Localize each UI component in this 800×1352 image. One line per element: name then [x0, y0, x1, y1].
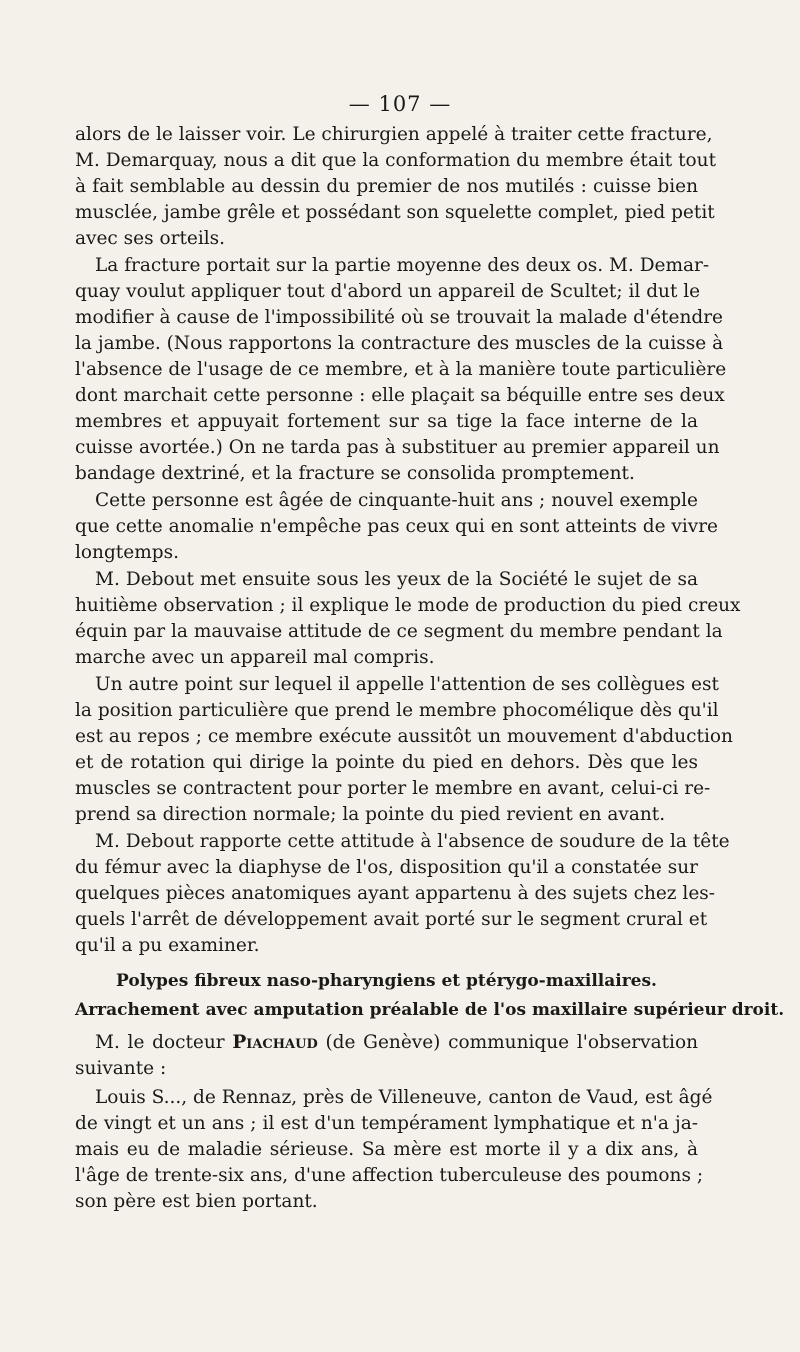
text-line: du fémur avec la diaphyse de l'os, disposition qu'il a constatée sur: [75, 857, 698, 878]
text-line: son père est bien portant.: [75, 1191, 318, 1212]
text-line: Louis S..., de Rennaz, près de Villeneuve, canton de Vaud, est âgé: [95, 1087, 713, 1108]
text-line: Un autre point sur lequel il appelle l'attention de ses collègues est: [95, 674, 719, 695]
text-line: avec ses orteils.: [75, 228, 226, 249]
text-line: cuisse avortée.) On ne tarda pas à substituer au premier appareil un: [75, 437, 720, 458]
intro-prefix: M. le docteur: [95, 1032, 233, 1053]
text-line: quelques pièces anatomiques ayant appartenu à des sujets chez les-: [75, 883, 716, 904]
text-line: M. Debout rapporte cette attitude à l'absence de soudure de la tête: [95, 831, 730, 852]
section-heading-title: Polypes fibreux naso-pharyngiens et ptérygo-maxillaires.: [116, 971, 657, 991]
text-line: mais eu de maladie sérieuse. Sa mère est morte il y a dix ans, à: [75, 1139, 698, 1160]
text-line: à fait semblable au dessin du premier de nos mutilés : cuisse bien: [75, 176, 698, 197]
text-line: dont marchait cette personne : elle plaçait sa béquille entre ses deux: [75, 385, 725, 406]
text-line: prend sa direction normale; la pointe du pied revient en avant.: [75, 804, 666, 825]
text-line: équin par la mauvaise attitude de ce segment du membre pendant la: [75, 621, 723, 642]
text-line: marche avec un appareil mal compris.: [75, 647, 435, 668]
section-heading-subtitle: Arrachement avec amputation préalable de l'os maxillaire supérieur droit.: [75, 1000, 785, 1020]
text-line: qu'il a pu examiner.: [75, 935, 260, 956]
text-line: l'âge de trente-six ans, d'une affection tuberculeuse des poumons ;: [75, 1165, 704, 1186]
text-line: Cette personne est âgée de cinquante-huit ans ; nouvel exemple: [95, 490, 698, 511]
text-line: M. Demarquay, nous a dit que la conformation du membre était tout: [75, 150, 717, 171]
text-line: l'absence de l'usage de ce membre, et à la manière toute particulière: [75, 359, 727, 380]
text-line: alors de le laisser voir. Le chirurgien appelé à traiter cette fracture,: [75, 124, 713, 145]
text-line: La fracture portait sur la partie moyenne des deux os. M. Demar-: [95, 255, 710, 276]
text-line: bandage dextriné, et la fracture se consolida promptement.: [75, 463, 635, 484]
text-line: musclée, jambe grêle et possédant son squelette complet, pied petit: [75, 202, 715, 223]
text-line: la jambe. (Nous rapportons la contracture des muscles de la cuisse à: [75, 333, 724, 354]
page-number: — 107 —: [348, 92, 452, 116]
text-line: est au repos ; ce membre exécute aussitôt un mouvement d'abduction: [75, 726, 733, 747]
text-line: modifier à cause de l'impossibilité où se trouvait la malade d'étendre: [75, 307, 723, 328]
author-name: Piachaud: [232, 1032, 318, 1053]
text-line: suivante :: [75, 1058, 167, 1079]
text-line: M. Debout met ensuite sous les yeux de la Société le sujet de sa: [95, 569, 698, 590]
text-line: longtemps.: [75, 542, 179, 563]
text-line: la position particulière que prend le membre phocomélique dès qu'il: [75, 700, 719, 721]
text-line: que cette anomalie n'empêche pas ceux qui en sont atteints de vivre: [75, 516, 719, 537]
text-line: huitième observation ; il explique le mode de production du pied creux: [75, 595, 741, 616]
text-line: muscles se contractent pour porter le membre en avant, celui-ci re-: [75, 778, 711, 799]
text-line: et de rotation qui dirige la pointe du pied en dehors. Dès que les: [75, 752, 698, 773]
intro-suffix: (de Genève) communique l'observation: [317, 1032, 699, 1053]
text-line: [95, 1030, 698, 1056]
text-line: membres et appuyait fortement sur sa tige la face interne de la: [75, 411, 698, 432]
text-line: quels l'arrêt de développement avait porté sur le segment crural et: [75, 909, 708, 930]
text-line: quay voulut appliquer tout d'abord un appareil de Scultet; il dut le: [75, 281, 701, 302]
text-line: de vingt et un ans ; il est d'un tempérament lymphatique et n'a ja-: [75, 1113, 698, 1134]
